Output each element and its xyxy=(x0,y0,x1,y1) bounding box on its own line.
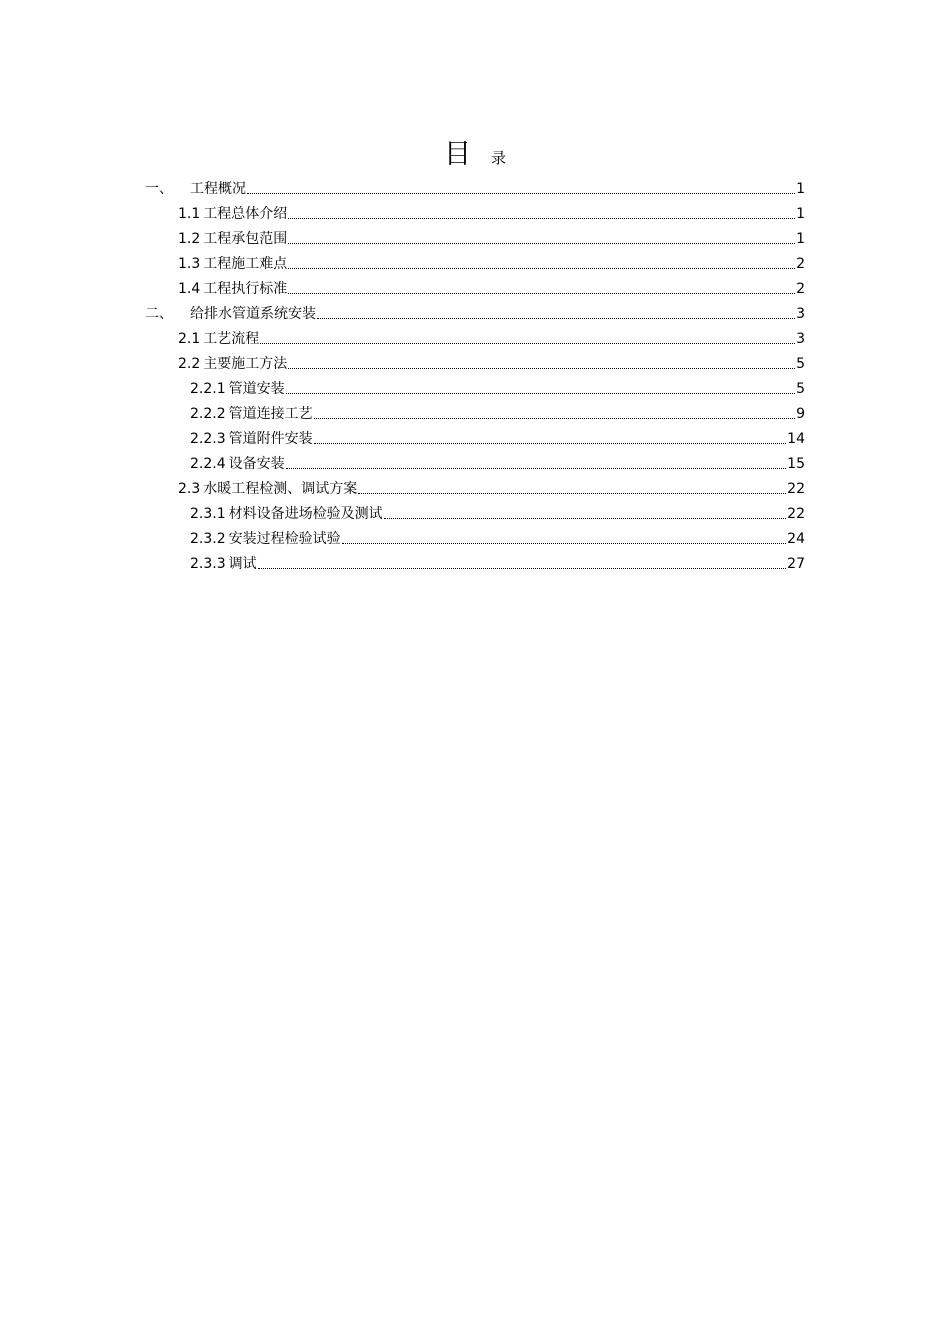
toc-entry-title: 工程施工难点 xyxy=(203,256,288,272)
toc-entry-title: 管道安装 xyxy=(228,381,285,397)
toc-entry-title: 管道附件安装 xyxy=(228,431,313,447)
toc-entry-number: 一、 xyxy=(145,181,173,197)
toc-entry-title: 给排水管道系统安装 xyxy=(190,306,316,322)
toc-entry-number: 2.2.4 xyxy=(190,456,226,472)
toc-entry-number: 2.3.1 xyxy=(190,506,226,522)
toc-entry-page-number: 1 xyxy=(796,231,805,247)
toc-entry-number: 1.4 xyxy=(178,281,201,297)
toc-entry-number: 2.1 xyxy=(178,331,201,347)
toc-entry-title: 工程承包范围 xyxy=(203,231,288,247)
toc-entry-page-number: 22 xyxy=(787,481,805,497)
toc-dot-leader xyxy=(260,342,795,344)
toc-entry[interactable] xyxy=(145,298,805,323)
toc-title-main: 目 xyxy=(443,139,471,170)
toc-entry-number: 1.2 xyxy=(178,231,201,247)
toc-entry[interactable] xyxy=(178,223,805,248)
toc-entry[interactable] xyxy=(145,173,805,198)
toc-entry-page-number: 3 xyxy=(796,331,805,347)
toc-entry-number: 1.3 xyxy=(178,256,201,272)
toc-entry-title: 水暖工程检测、调试方案 xyxy=(203,481,358,497)
toc-entry[interactable] xyxy=(178,198,805,223)
toc-entry-title: 工艺流程 xyxy=(203,331,260,347)
toc-entry[interactable] xyxy=(190,373,805,398)
toc-title xyxy=(0,132,950,171)
toc-dot-leader xyxy=(358,492,786,494)
toc-dot-leader xyxy=(317,317,795,319)
toc-dot-leader xyxy=(384,517,787,519)
toc-entry[interactable] xyxy=(190,398,805,423)
toc-entry-number: 2.3.3 xyxy=(190,556,226,572)
toc-entry-page-number: 5 xyxy=(796,381,805,397)
toc-entry-number: 2.3.2 xyxy=(190,531,226,547)
toc-dot-leader xyxy=(342,542,787,544)
toc-entry-title: 工程总体介绍 xyxy=(203,206,288,222)
toc-entry[interactable] xyxy=(190,498,805,523)
toc-dot-leader xyxy=(286,392,795,394)
toc-entry-page-number: 3 xyxy=(796,306,805,322)
toc-dot-leader xyxy=(288,242,795,244)
toc-entry-page-number: 2 xyxy=(796,256,805,272)
toc-entry[interactable] xyxy=(178,248,805,273)
toc-entry[interactable] xyxy=(190,448,805,473)
toc-entry-page-number: 1 xyxy=(796,181,805,197)
toc-entry-page-number: 22 xyxy=(787,506,805,522)
toc-entry-number: 1.1 xyxy=(178,206,201,222)
toc-entry-page-number: 14 xyxy=(787,431,805,447)
toc-dot-leader xyxy=(314,442,787,444)
toc-title-secondary: 录 xyxy=(490,149,506,167)
toc-dot-leader xyxy=(314,417,795,419)
toc-dot-leader xyxy=(258,567,787,569)
toc-entry-page-number: 24 xyxy=(787,531,805,547)
toc-entry-title: 管道连接工艺 xyxy=(228,406,313,422)
toc-entry-title: 安装过程检验试验 xyxy=(228,531,341,547)
toc-entry[interactable] xyxy=(190,548,805,573)
toc-entry-title: 材料设备进场检验及测试 xyxy=(228,506,383,522)
toc-entry[interactable] xyxy=(178,273,805,298)
toc-dot-leader xyxy=(288,292,795,294)
toc-entry-title: 主要施工方法 xyxy=(203,356,288,372)
toc-entry[interactable] xyxy=(178,348,805,373)
toc-entry-page-number: 27 xyxy=(787,556,805,572)
toc-dot-leader xyxy=(288,267,795,269)
toc-entry-title: 设备安装 xyxy=(228,456,285,472)
table-of-contents xyxy=(0,173,950,573)
toc-entry-page-number: 5 xyxy=(796,356,805,372)
toc-entry-page-number: 15 xyxy=(787,456,805,472)
toc-entry-number: 2.2.3 xyxy=(190,431,226,447)
toc-dot-leader xyxy=(288,217,795,219)
toc-entry-page-number: 9 xyxy=(796,406,805,422)
toc-dot-leader xyxy=(288,367,795,369)
toc-entry-number: 二、 xyxy=(145,306,173,322)
toc-entry-title: 工程概况 xyxy=(190,181,246,197)
toc-entry-title: 工程执行标准 xyxy=(203,281,288,297)
toc-entry[interactable] xyxy=(190,423,805,448)
toc-dot-leader xyxy=(247,192,795,194)
toc-entry[interactable] xyxy=(178,473,805,498)
toc-entry-page-number: 2 xyxy=(796,281,805,297)
toc-entry-title: 调试 xyxy=(228,556,257,572)
toc-entry-number: 2.2.1 xyxy=(190,381,226,397)
toc-entry-page-number: 1 xyxy=(796,206,805,222)
toc-entry-number: 2.2.2 xyxy=(190,406,226,422)
toc-entry-number: 2.3 xyxy=(178,481,201,497)
toc-entry-number: 2.2 xyxy=(178,356,201,372)
toc-entry[interactable] xyxy=(190,523,805,548)
toc-dot-leader xyxy=(286,467,787,469)
toc-entry[interactable] xyxy=(178,323,805,348)
